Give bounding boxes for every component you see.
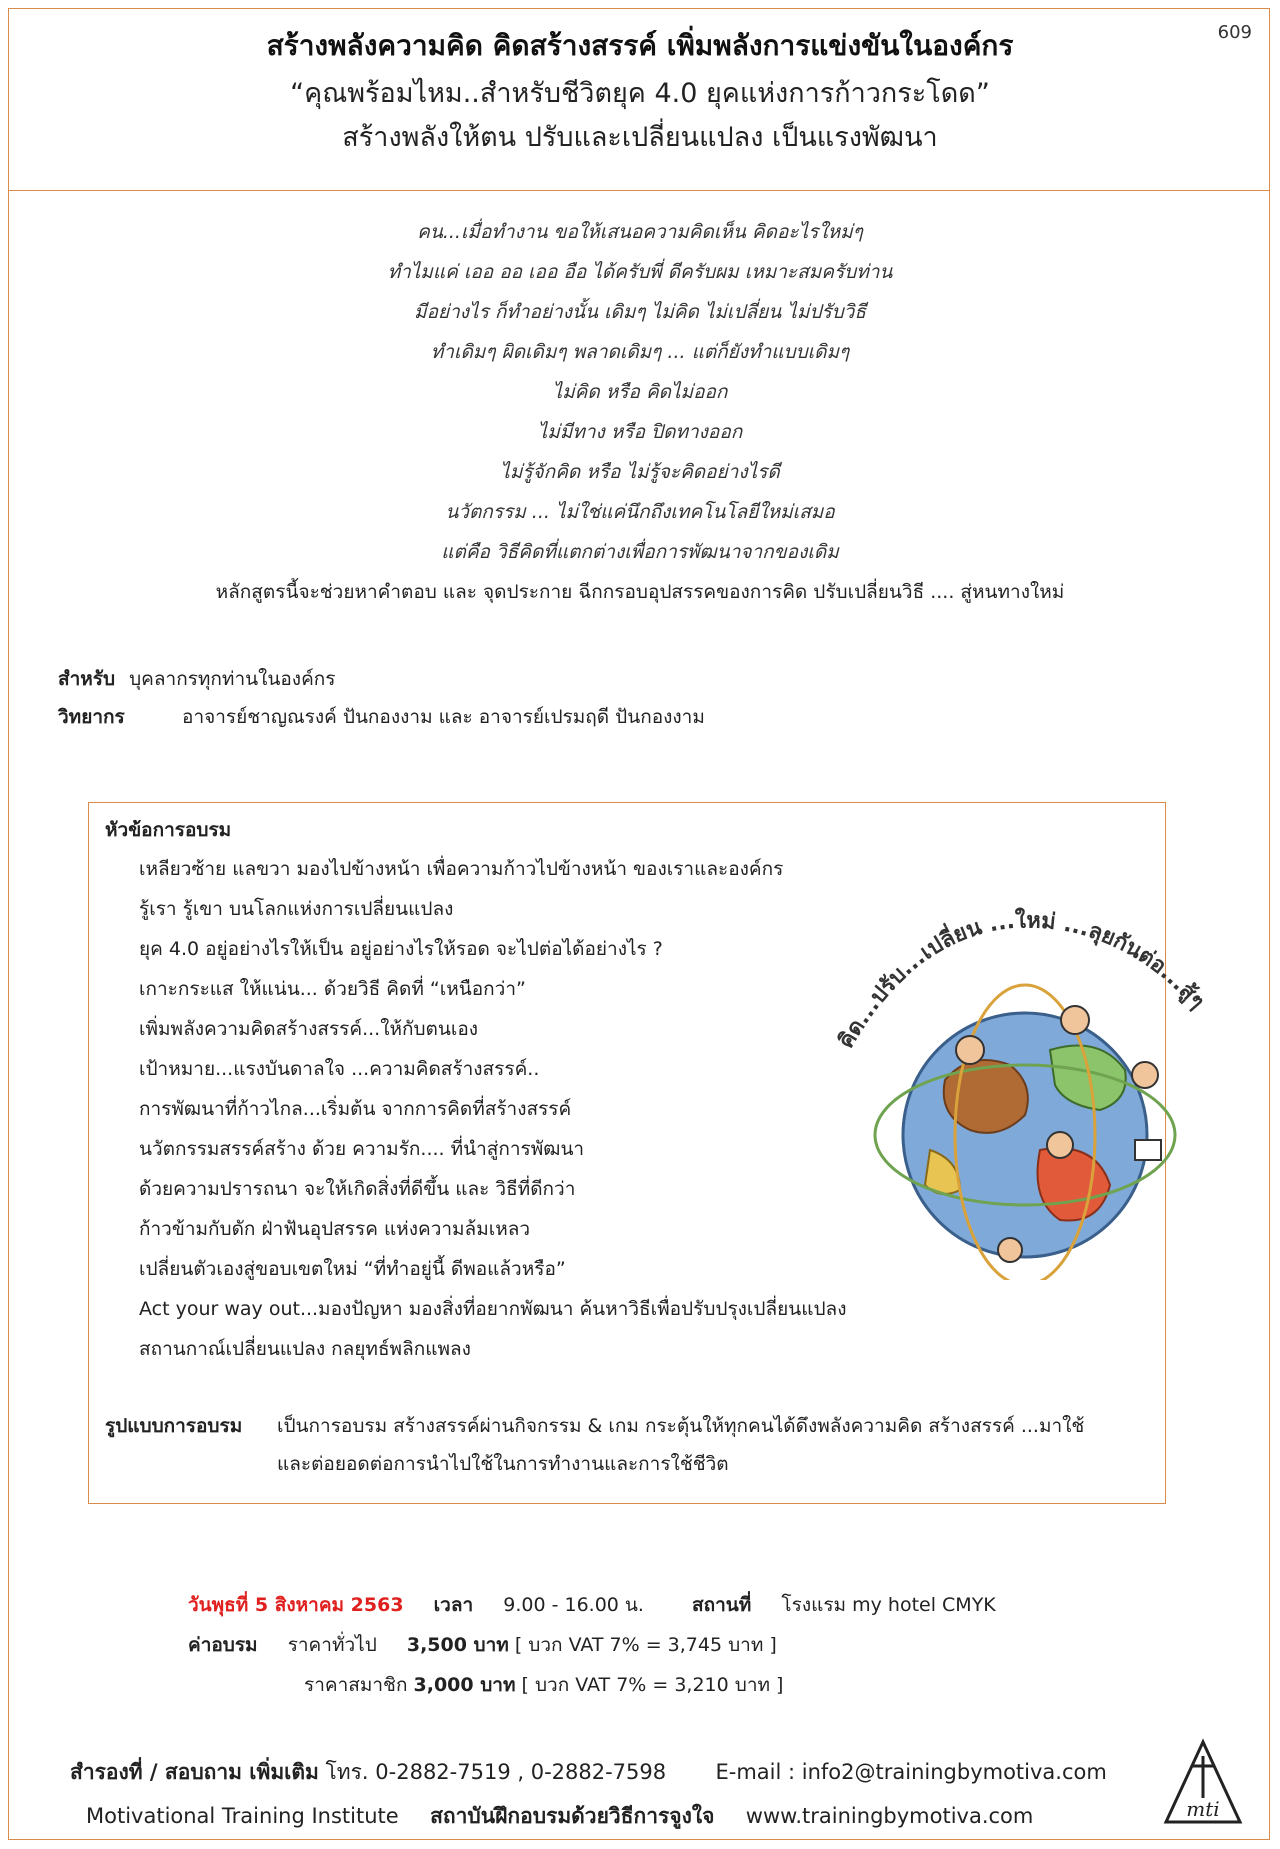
reserve-label: สำรองที่ / สอบถาม เพิ่มเติม <box>70 1760 319 1784</box>
globe-icon <box>875 985 1175 1280</box>
speaker-label: วิทยากร <box>58 706 125 728</box>
page-number: 609 <box>1217 22 1252 43</box>
fee-row-member <box>304 1665 996 1705</box>
format-line: เป็นการอบรม สร้างสรรค์ผ่านกิจกรรม & เกม กระตุ้นให้ทุกคนได้ดึงพลังความคิด สร้างสรรค์ ...มาใช้ <box>277 1415 1085 1437</box>
contact-row <box>70 1750 1107 1794</box>
event-details <box>188 1585 996 1705</box>
topic-item: รู้เรา รู้เขา บนโลกแห่งการเปลี่ยนแปลง <box>139 898 454 920</box>
price-member-label: ราคาสมาชิก <box>304 1674 408 1696</box>
topic-item: ยุค 4.0 อยู่อย่างไรให้เป็น อยู่อย่างไรให้รอด จะไปต่อได้อย่างไร ? <box>139 938 663 960</box>
audience-value: บุคลากรทุกท่านในองค์กร <box>129 668 336 690</box>
topics-list <box>139 849 846 1369</box>
page-tagline: สร้างพลังให้ตน ปรับและเปลี่ยนแปลง เป็นแรงพัฒนา <box>342 122 938 153</box>
intro-line: ทำไมแค่ เออ ออ เออ อือ ได้ครับพี่ ดีครับผม เหมาะสมครับท่าน <box>387 261 893 283</box>
mti-logo <box>1162 1738 1244 1828</box>
topic-item: เป้าหมาย...แรงบันดาลใจ ...ความคิดสร้างสรรค์.. <box>139 1058 540 1080</box>
price-general-label: ราคาทั่วไป <box>287 1634 377 1656</box>
intro-line: ไม่มีทาง หรือ ปิดทางออก <box>537 421 743 443</box>
event-date: วันพุธที่ 5 สิงหาคม 2563 <box>188 1594 404 1616</box>
page-title: สร้างพลังความคิด คิดสร้างสรรค์ เพิ่มพลังการแข่งขันในองค์กร <box>266 29 1014 62</box>
fee-row-general <box>188 1625 996 1665</box>
topic-item: นวัตกรรมสรรค์สร้าง ด้วย ความรัก.... ที่นำสู่การพัฒนา <box>139 1138 585 1160</box>
course-meta <box>58 660 705 736</box>
audience-row <box>58 660 705 698</box>
header <box>0 26 1280 158</box>
topic-item: ด้วยความปรารถนา จะให้เกิดสิ่งที่ดีขึ้น และ วิธีที่ดีกว่า <box>139 1178 576 1200</box>
format-label: รูปแบบการอบรม <box>105 1415 243 1437</box>
illustration-caption: คิด...ปรับ...เปลี่ยน ...ใหม่ ...ลุยกันต่อ...สู้ๆ <box>833 908 1210 1053</box>
topic-item: เหลียวซ้าย แลขวา มองไปข้างหน้า เพื่อความก้าวไปข้างหน้า ของเราและองค์กร <box>139 858 784 880</box>
speaker-row <box>58 698 705 736</box>
footer <box>70 1750 1107 1838</box>
header-divider <box>9 190 1269 191</box>
intro-line: ไม่รู้จักคิด หรือ ไม่รู้จะคิดอย่างไรดี <box>500 461 780 483</box>
org-name-th: สถาบันฝึกอบรมด้วยวิธีการจูงใจ <box>430 1804 715 1828</box>
svg-text:mti: mti <box>1186 1797 1220 1821</box>
intro-line: นวัตกรรม ... ไม่ใช่แค่นึกถึงเทคโนโลยีใหม่เสมอ <box>445 501 835 523</box>
org-name-en: Motivational Training Institute <box>86 1804 399 1828</box>
intro-line: ไม่คิด หรือ คิดไม่ออก <box>552 381 728 403</box>
intro-line: คน...เมื่อทำงาน ขอให้เสนอความคิดเห็น คิดอะไรใหม่ๆ <box>417 221 863 243</box>
audience-label: สำหรับ <box>58 668 116 690</box>
intro-line: มีอย่างไร ก็ทำอย่างนั้น เดิมๆ ไม่คิด ไม่เปลี่ยน ไม่ปรับวิธี <box>414 301 866 323</box>
format-line: และต่อยอดต่อการนำไปใช้ในการทำงานและการใช้ชีวิต <box>277 1453 729 1475</box>
intro-line: แต่คือ วิธีคิดที่แตกต่างเพื่อการพัฒนาจากของเดิม <box>441 541 839 563</box>
price-general: 3,500 บาท <box>406 1634 509 1656</box>
intro-summary: หลักสูตรนี้จะช่วยหาคำตอบ และ จุดประกาย ฉีกกรอบอุปสรรคของการคิด ปรับเปลี่ยนวิธี .... สู่หนทางใหม่ <box>215 581 1065 603</box>
topic-item: เพิ่มพลังความคิดสร้างสรรค์...ให้กับตนเอง <box>139 1018 479 1040</box>
globe-illustration <box>810 900 1230 1280</box>
intro-line: ทำเดิมๆ ผิดเดิมๆ พลาดเดิมๆ ... แต่ก็ยังทำแบบเดิมๆ <box>430 341 850 363</box>
price-member: 3,000 บาท <box>413 1674 516 1696</box>
topics-heading: หัวข้อการอบรม <box>105 819 232 841</box>
org-row <box>86 1794 1107 1838</box>
intro-section <box>120 212 1160 612</box>
topic-item: สถานกาณ์เปลี่ยนแปลง กลยุทธ์พลิกแพลง <box>139 1338 471 1360</box>
phone-number[interactable]: โทร. 0-2882-7519 , 0-2882-7598 <box>325 1760 667 1784</box>
topic-item: ก้าวข้ามกับดัก ฝ่าฟันอุปสรรค แห่งความล้มเหลว <box>139 1218 531 1240</box>
topic-item: Act your way out...มองปัญหา มองสิ่งที่อยากพัฒนา ค้นหาวิธีเพื่อปรับปรุงเปลี่ยนแปลง <box>139 1298 847 1320</box>
venue-label: สถานที่ <box>692 1594 752 1616</box>
website-link[interactable]: www.trainingbymotiva.com <box>745 1804 1034 1828</box>
topic-item: เกาะกระแส ให้แน่น... ด้วยวิธี คิดที่ “เหนือกว่า” <box>139 978 526 1000</box>
time-value: 9.00 - 16.00 น. <box>503 1594 644 1616</box>
topic-item: เปลี่ยนตัวเองสู่ขอบเขตใหม่ “ที่ทำอยู่นี้ ดีพอแล้วหรือ” <box>139 1258 566 1280</box>
event-date-row <box>188 1585 996 1625</box>
page-subtitle: “คุณพร้อมไหม..สำหรับชีวิตยุค 4.0 ยุคแห่งการก้าวกระโดด” <box>290 78 990 109</box>
venue-value: โรงแรม my hotel CMYK <box>781 1594 996 1616</box>
speaker-value: อาจารย์ชาญณรงค์ ปันกองงาม และ อาจารย์เปรมฤดี ปันกองงาม <box>182 706 705 728</box>
price-member-vat: [ บวก VAT 7% = 3,210 บาท ] <box>521 1674 784 1696</box>
time-label: เวลา <box>433 1594 474 1616</box>
price-general-vat: [ บวก VAT 7% = 3,745 บาท ] <box>514 1634 777 1656</box>
format-text <box>277 1407 1157 1483</box>
fee-label: ค่าอบรม <box>188 1634 258 1656</box>
email-link[interactable]: E-mail : info2@trainingbymotiva.com <box>715 1760 1107 1784</box>
topic-item: การพัฒนาที่ก้าวไกล...เริ่มต้น จากการคิดที่สร้างสรรค์ <box>139 1098 572 1120</box>
